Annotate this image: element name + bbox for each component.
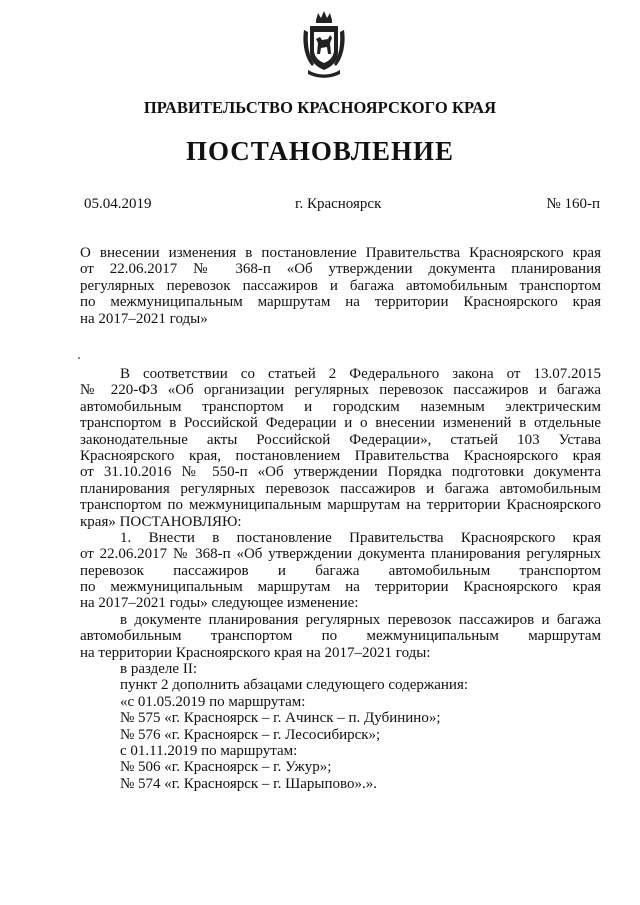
body-line: транспортом в Российской Федерации и о внесении изменений в отдельные <box>80 415 601 432</box>
document-number: № 160-п <box>546 196 600 212</box>
coat-of-arms-emblem <box>302 10 346 80</box>
body-line: № 220-ФЗ «Об организации регулярных перевозок пассажиров и багажа <box>80 382 601 399</box>
body-line: от 22.06.2017 № 368-п «Об утверждении документа планирования регулярных <box>80 546 601 563</box>
body-line: № 576 «г. Красноярск – г. Лесосибирск»; <box>120 726 381 743</box>
body-line: автомобильным транспортом по межмуниципальным маршрутам <box>80 628 601 645</box>
body-line: пункт 2 дополнить абзацами следующего содержания: <box>120 677 469 694</box>
document-city: г. Красноярск <box>295 196 382 212</box>
body-line: в документе планирования регулярных перевозок пассажиров и багажа <box>120 611 601 628</box>
body-line: 1. Внести в постановление Правительства Красноярского края <box>120 529 601 546</box>
document-date: 05.04.2019 <box>84 196 152 212</box>
body-line: транспортом по межмуниципальным маршрутам на территории Красноярского <box>80 497 601 514</box>
body-line: «с 01.05.2019 по маршрутам: <box>120 693 306 710</box>
document-body <box>80 366 601 792</box>
subject-line: на 2017–2021 годы» <box>80 310 208 327</box>
body-line: перевозок пассажиров и багажа автомобильным транспортом <box>80 562 601 579</box>
body-line: края» ПОСТАНОВЛЯЮ: <box>80 513 242 530</box>
body-line: на территории Красноярского края на 2017–2021 годы: <box>80 644 431 661</box>
body-line: законодательные акты Российской Федерации», статьей 103 Устава <box>80 431 601 448</box>
body-line: № 506 «г. Красноярск – г. Ужур»; <box>120 759 332 776</box>
scan-speck <box>78 357 80 359</box>
document-subject <box>80 245 601 327</box>
body-line: с 01.11.2019 по маршрутам: <box>120 742 298 759</box>
body-line: на 2017–2021 годы» следующее изменение: <box>80 595 359 612</box>
subject-line: О внесении изменения в постановление Правительства Красноярского края <box>80 245 601 261</box>
body-line: № 574 «г. Красноярск – г. Шарыпово».». <box>120 775 378 792</box>
organization-title: ПРАВИТЕЛЬСТВО КРАСНОЯРСКОГО КРАЯ <box>143 98 497 117</box>
body-line: В соответствии со статьей 2 Федерального закона от 13.07.2015 <box>120 366 601 382</box>
body-line: № 575 «г. Красноярск – г. Ачинск – п. Дубинино»; <box>120 710 441 727</box>
body-line: планирования регулярных перевозок пассажиров и багажа автомобильным <box>80 480 601 497</box>
body-line: автомобильным транспортом и городским наземным электрическим <box>80 398 601 415</box>
subject-line: регулярных перевозок пассажиров и багажа автомобильным транспортом <box>80 277 601 294</box>
body-line: по межмуниципальным маршрутам на территории Красноярского края <box>80 579 601 596</box>
body-line: Красноярского края, постановлением Правительства Красноярского края <box>80 447 601 464</box>
subject-line: по межмуниципальным маршрутам на территории Красноярского края <box>80 294 601 311</box>
subject-line: от 22.06.2017 № 368-п «Об утверждении документа планирования <box>80 261 601 278</box>
document-type-title: ПОСТАНОВЛЕНИЕ <box>185 136 455 166</box>
body-line: в разделе II: <box>120 661 197 678</box>
body-line: от 31.10.2016 № 550-п «Об утверждении Порядка подготовки документа <box>80 464 601 481</box>
